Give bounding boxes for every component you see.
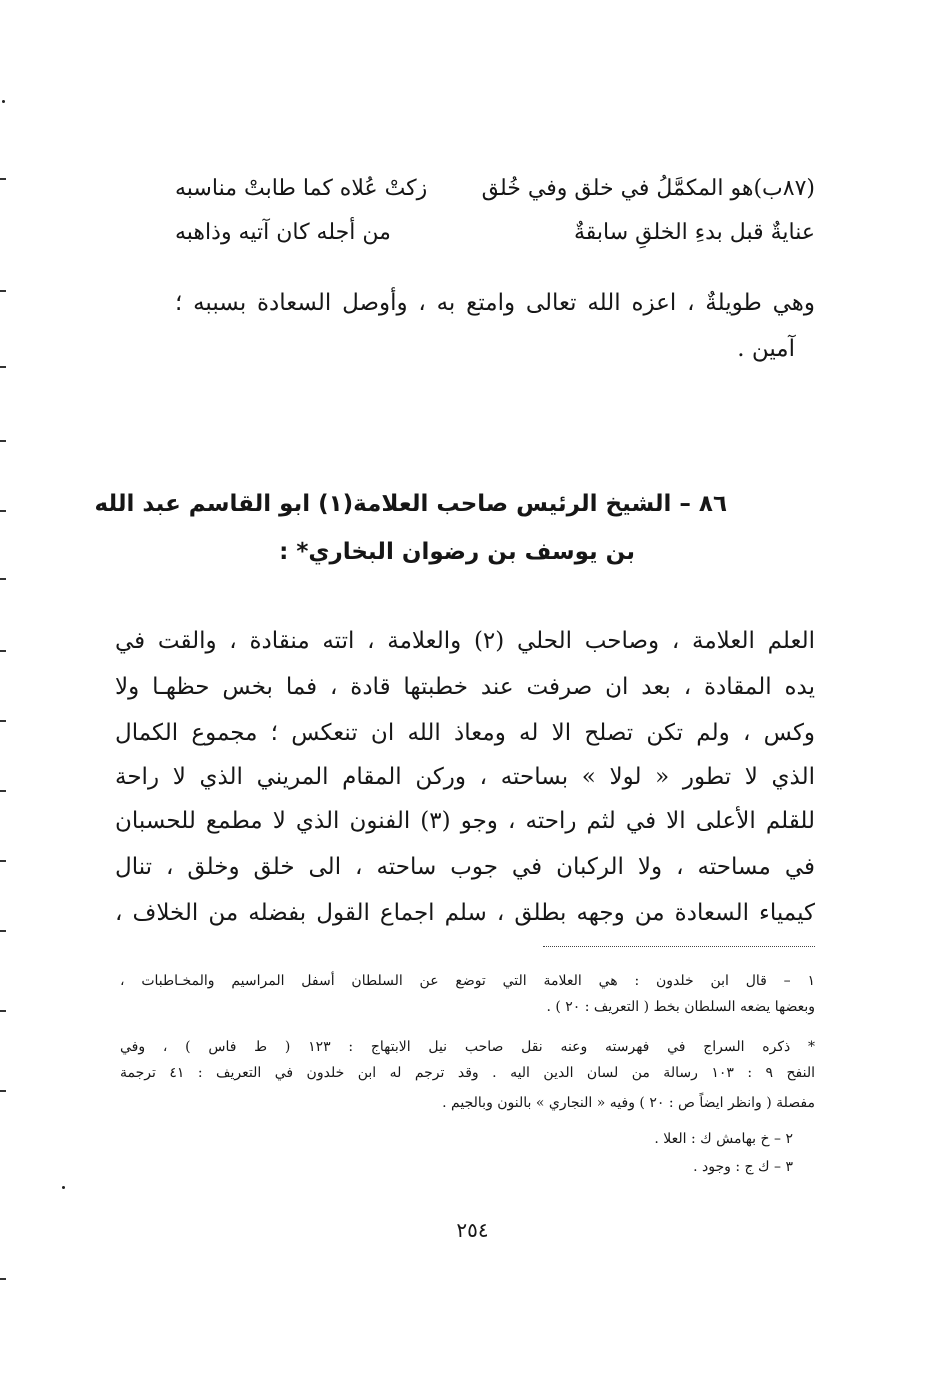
poem-hemistich: (٨٧ب)هو المكمَّلُ في خلق وفي خُلق <box>481 176 815 201</box>
margin-mark <box>0 578 6 580</box>
margin-mark <box>0 1010 6 1012</box>
body-line: كيمياء السعادة من وجهه بطلق ، سلم اجماع القول بفضله من الخلاف ، <box>115 900 815 926</box>
body-line: في مساحته ، ولا الركبان في جوب ساحته ، الى خلق وخلق ، تنال <box>115 854 815 880</box>
footnote-line: ٢ – خ بهامش ك : العلا . <box>654 1131 793 1147</box>
footnote-line: النفح ٩ : ١٠٣ رسالة من لسان الدين اليه . وقد ترجم له ابن خلدون في التعريف : ٤١ ترجمة <box>120 1065 816 1081</box>
body-line: العلم العلامة ، وصاحب الحلي (٢) والعلامة ، اتته منقادة ، والقت في <box>115 628 815 654</box>
margin-mark <box>0 440 6 442</box>
poem-hemistich: عنايةٌ قبل بدءِ الخلقِ سابقةٌ <box>573 220 815 245</box>
poem-verse <box>175 174 815 204</box>
footnote-line: * ذكره السراج في فهرسته وعنه نقل صاحب نيل الابتهاج : ١٢٣ ( ط فاس ) ، وفي <box>120 1039 815 1055</box>
poem-hemistich: زكتْ عُلاه كما طابتْ مناسبه <box>175 176 428 201</box>
entry-heading: ٨٦ – الشيخ الرئيس صاحب العلامة(١) ابو القاسم عبد الله <box>94 491 727 517</box>
margin-mark <box>0 650 6 652</box>
footnote-line: مفصلة ( وانظر ايضاً ص : ٢٠ ) وفيه « النجاري » بالنون وبالجيم . <box>442 1095 815 1111</box>
footnote-line: ٣ – ك ج : وجود . <box>693 1159 793 1175</box>
scan-speck <box>62 1186 65 1189</box>
margin-mark <box>0 720 6 722</box>
poem-verse <box>175 218 815 248</box>
margin-mark <box>0 178 6 180</box>
margin-mark <box>0 366 6 368</box>
entry-heading: بن يوسف بن رضوان البخاري* : <box>279 539 635 565</box>
scan-speck <box>2 100 5 103</box>
margin-mark <box>0 790 6 792</box>
closing-line: وهي طويلةٌ ، اعزه الله تعالى وامتع به ، وأوصل السعادة بسببه ؛ <box>175 290 815 316</box>
margin-mark <box>0 1278 6 1280</box>
poem-hemistich: من أجله كان آتيه وذاهبه <box>175 220 391 245</box>
page-number: ٢٥٤ <box>456 1218 489 1242</box>
margin-mark <box>0 860 6 862</box>
margin-mark <box>0 1090 6 1092</box>
footnote-separator <box>543 946 815 947</box>
footnote-line: وبعضها يضعه السلطان بخط ( التعريف : ٢٠ ) . <box>546 999 815 1015</box>
margin-mark <box>0 290 6 292</box>
body-line: للقلم الأعلى الا في لثم راحته ، وجو (٣) الفنون الذي لا مطمع للحسبان <box>115 808 816 834</box>
body-line: وكس ، ولم تكن تصلح الا له ومعاذ الله ان تنعكس ؛ مجموع الكمال <box>115 720 815 746</box>
closing-line: آمين . <box>737 336 795 362</box>
body-line: يده المقادة ، بعد ان صرفت عند خطبتها قادة ، فما بخس حظهـا ولا <box>115 674 816 700</box>
footnote-line: ١ – قال ابن خلدون : هي العلامة التي توضع عن السلطان أسفل المراسيم والمخـاطبات ، <box>120 973 815 989</box>
body-line: الذي لا تطور « لولا » بساحته ، وركن المقام المريني الذي لا راحة <box>115 764 815 790</box>
margin-mark <box>0 930 6 932</box>
margin-mark <box>0 510 6 512</box>
